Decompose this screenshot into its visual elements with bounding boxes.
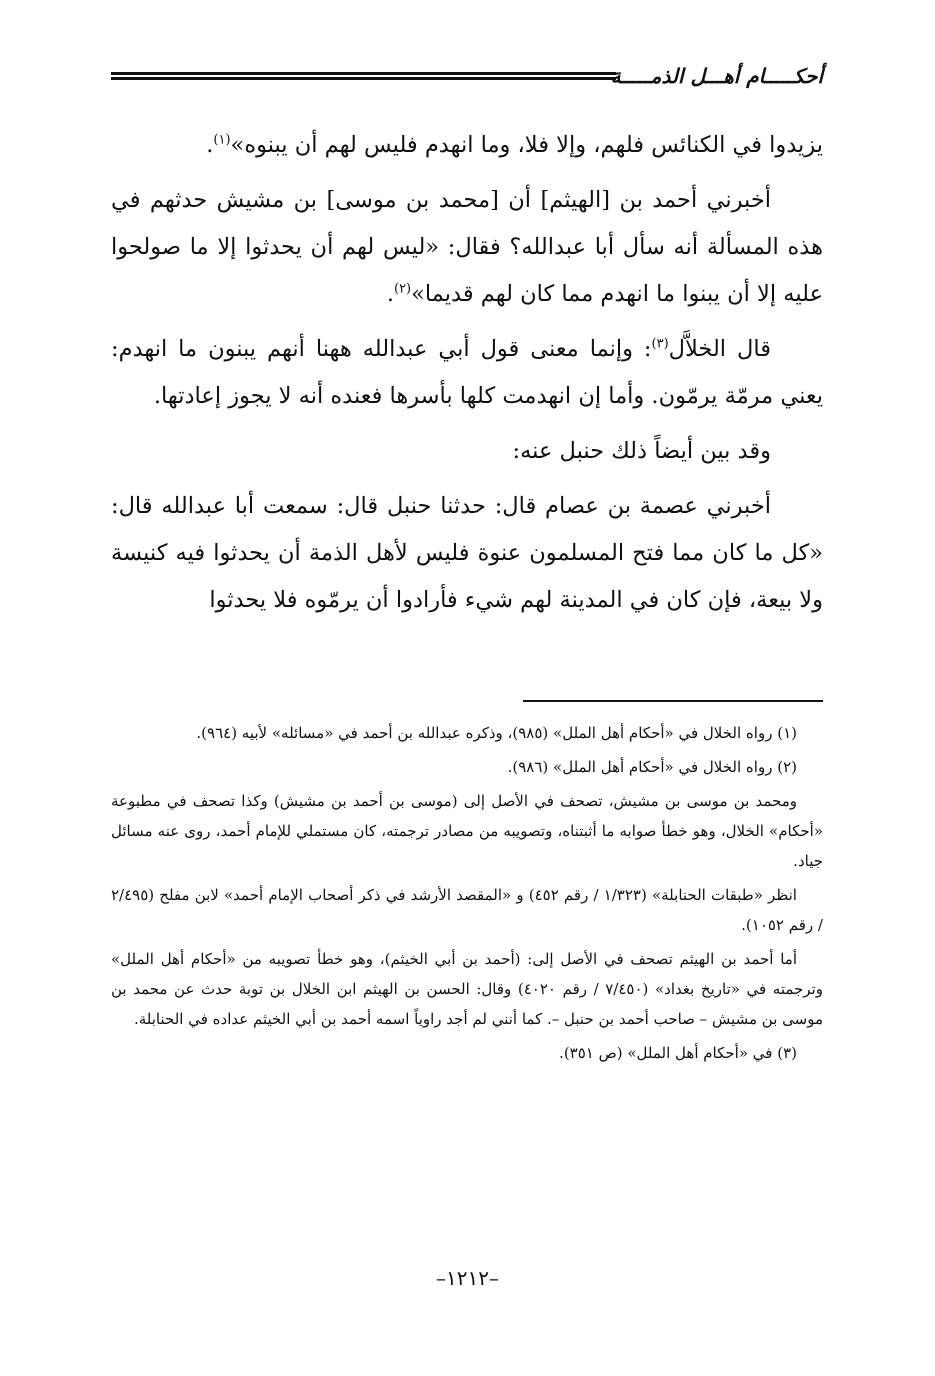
- running-title: أحكـــــام أهـــل الذمـــــة: [610, 64, 823, 88]
- paragraph-5: [111, 483, 823, 624]
- paragraph-text-end: .: [386, 281, 394, 307]
- paragraph-2: [111, 177, 823, 318]
- footnote-2-reference: انظر «طبقات الحنابلة» (١/٣٢٣ / رقم ٤٥٢) و «المقصد الأرشد في ذكر أصحاب الإمام أحمد» لابن مفلح (٢/٤٩٥ / رقم ١٠٥٢).: [111, 886, 823, 934]
- footnote-marker-3: (٣): [651, 336, 669, 352]
- paragraph-text: يزيدوا في الكنائس فلهم، وإلا فلا، وما انهدم فليس لهم أن يبنوه»: [230, 132, 823, 158]
- page-number: –١٢١٢–: [436, 1266, 499, 1290]
- header-double-rule: [111, 72, 616, 80]
- paragraph-3: [111, 326, 823, 420]
- paragraph-text: أخبرني أحمد بن [الهيثم] أن [محمد بن موسى] بن مشيش حدثهم في هذه المسألة أنه سأل أبا عبدالله؟ فقال: «ليس لهم أن يحدثوا إلا ما صولحوا عليه إلا أن يبنوا ما انهدم مما كان لهم قديما»: [111, 187, 823, 307]
- paragraph-text: قال الخلاَّل: [668, 336, 771, 362]
- footnote-1: (١) رواه الخلال في «أحكام أهل الملل» (٩٨٥)، وذكره عبدالله بن أحمد في «مسائله» لأبيه (٩٦٤).: [196, 724, 797, 742]
- main-text: [111, 122, 823, 632]
- paragraph-1: [111, 122, 823, 169]
- paragraph-text-end: .: [206, 132, 214, 158]
- footnote-marker-1: (١): [213, 132, 231, 148]
- footnote-separator: [523, 700, 823, 702]
- paragraph-text: وقد بين أيضاً ذلك حنبل عنه:: [512, 438, 771, 464]
- running-header: [111, 62, 823, 98]
- footnote-marker-2: (٢): [393, 281, 412, 297]
- footnote-2-note: ومحمد بن موسى بن مشيش، تصحف في الأصل إلى (موسى بن أحمد بن مشيش) وكذا تصحف في مطبوعة «أحكام» الخلال، وهو خطأ صوابه ما أثبتناه، وتصويبه من مصادر ترجمته، كان مستملي للإمام أحمد، روى عنه مسائل جياد.: [111, 792, 823, 870]
- paragraph-text-end: : وإنما معنى قول أبي عبدالله ههنا أنهم يبنون ما انهدم: يعني مرمّة يرمّون. وأما إن انهدمت كلها بأسرها فعنده أنه لا يجوز إعادتها.: [111, 336, 823, 409]
- footnote-2-correction: أما أحمد بن الهيثم تصحف في الأصل إلى: (أحمد بن أبي الخيثم)، وهو خطأ تصويبه من «أحكام أهل الملل» وترجمته في «تاريخ بغداد» (٧/٤٥٠ / رقم ٤٠٢٠) وقال: الحسن بن الهيثم ابن الخلال بن توبة حدث عن محمد بن موسى بن مشيش – صاحب أحمد بن حنبل –. كما أنني لم أجد راوياً اسمه أحمد بن أبي الخيثم عداده في الحنابلة.: [111, 950, 823, 1028]
- footnote-3: (٣) في «أحكام أهل الملل» (ص ٣٥١).: [559, 1044, 797, 1062]
- paragraph-text: أخبرني عصمة بن عصام قال: حدثنا حنبل قال: سمعت أبا عبدالله قال: «كل ما كان مما فتح المسلمون عنوة فليس لأهل الذمة أن يحدثوا فيه كنيسة ولا بيعة، فإن كان في المدينة لهم شيء فأرادوا أن يرمّوه فلا يحدثوا: [111, 493, 823, 613]
- paragraph-4: [111, 428, 823, 475]
- footnote-2: (٢) رواه الخلال في «أحكام أهل الملل» (٩٨٦).: [507, 758, 797, 776]
- footnotes: [111, 718, 823, 1072]
